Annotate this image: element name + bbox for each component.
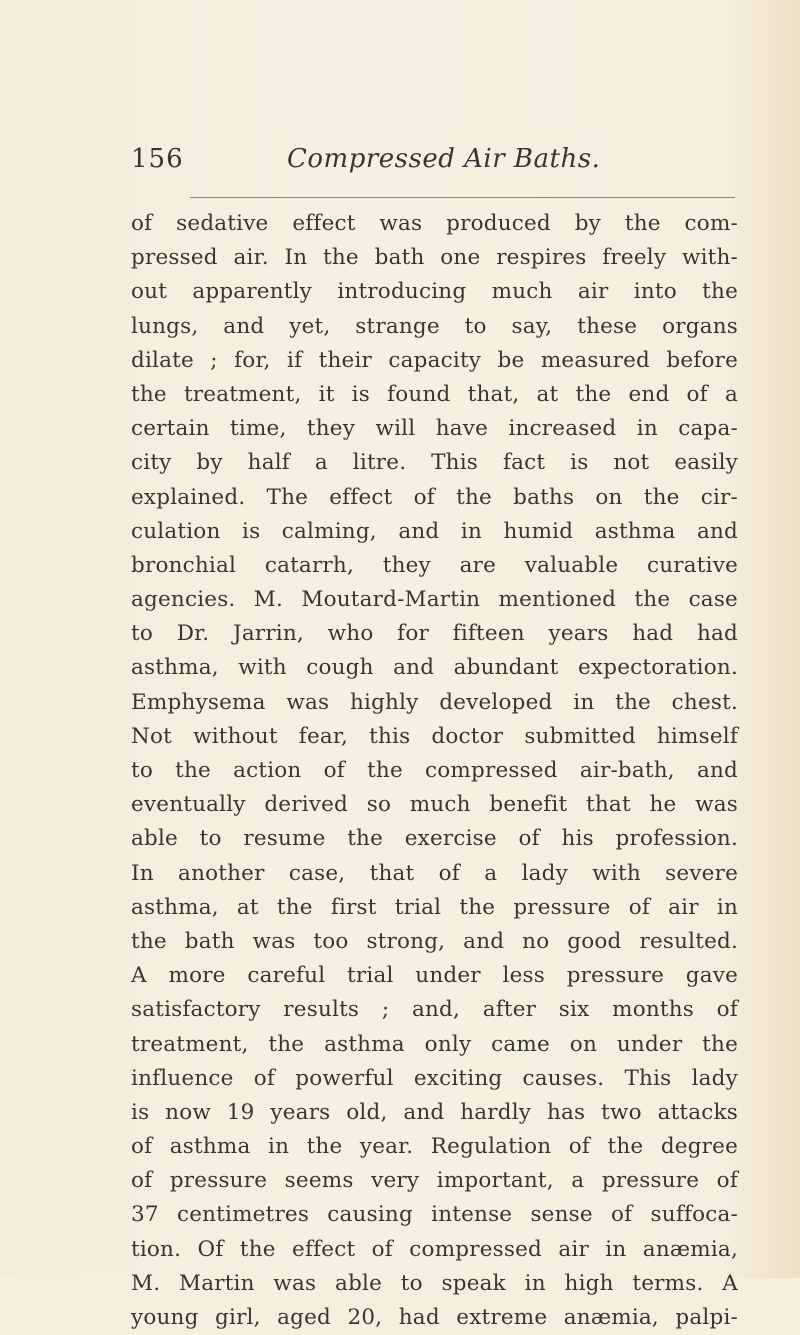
text-line: city by half a litre. This fact is not easily — [131, 450, 738, 476]
text-line: Emphysema was highly developed in the chest. — [131, 689, 738, 715]
text-line: In another case, that of a lady with severe — [131, 860, 738, 886]
text-line: agencies. M. Moutard-Martin mentioned the case — [131, 587, 738, 613]
text-line: 37 centimetres causing intense sense of suffoca- — [131, 1202, 738, 1228]
text-line: influence of powerful exciting causes. This lady — [131, 1065, 738, 1091]
text-line: certain time, they will have increased in capa- — [131, 416, 738, 442]
running-title: Compressed Air Baths. — [287, 144, 601, 174]
body-text — [131, 207, 738, 1335]
text-line: young girl, aged 20, had extreme anæmia, palpi- — [131, 1305, 738, 1330]
text-line: explained. The effect of the baths on the cir- — [131, 484, 738, 510]
text-line: culation is calming, and in humid asthma and — [131, 518, 738, 544]
text-line: satisfactory results ; and, after six months of — [131, 997, 738, 1023]
text-line: Not without fear, this doctor submitted himself — [131, 723, 738, 749]
text-line: able to resume the exercise of his profession. — [131, 826, 738, 852]
text-line: the bath was too strong, and no good resulted. — [131, 928, 738, 954]
header-rule — [190, 197, 735, 198]
text-line: bronchial catarrh, they are valuable curative — [131, 552, 738, 578]
text-line: asthma, with cough and abundant expectoration. — [131, 655, 738, 681]
text-line: is now 19 years old, and hardly has two attacks — [131, 1099, 738, 1125]
text-line: of sedative effect was produced by the com- — [131, 211, 738, 236]
text-line: tion. Of the effect of compressed air in anæmia, — [131, 1236, 738, 1262]
text-line: A more careful trial under less pressure gave — [131, 963, 738, 989]
text-line: M. Martin was able to speak in high terms. A — [131, 1270, 738, 1296]
text-line: out apparently introducing much air into the — [131, 279, 738, 305]
text-line: the treatment, it is found that, at the end of a — [131, 381, 738, 407]
text-line: lungs, and yet, strange to say, these organs — [131, 313, 738, 339]
page-number: 156 — [131, 144, 184, 174]
text-line: dilate ; for, if their capacity be measured before — [131, 347, 738, 373]
text-line: to the action of the compressed air-bath, and — [131, 758, 738, 783]
text-line: of pressure seems very important, a pressure of — [131, 1168, 738, 1194]
text-line: pressed air. In the bath one respires freely with- — [131, 245, 738, 271]
text-line: to Dr. Jarrin, who for fifteen years had had — [131, 621, 738, 647]
page-header — [131, 144, 651, 184]
text-line: treatment, the asthma only came on under the — [131, 1031, 738, 1057]
text-line: of asthma in the year. Regulation of the degree — [131, 1134, 738, 1160]
text-line: asthma, at the first trial the pressure of air in — [131, 894, 738, 920]
text-line: eventually derived so much benefit that he was — [131, 792, 738, 818]
